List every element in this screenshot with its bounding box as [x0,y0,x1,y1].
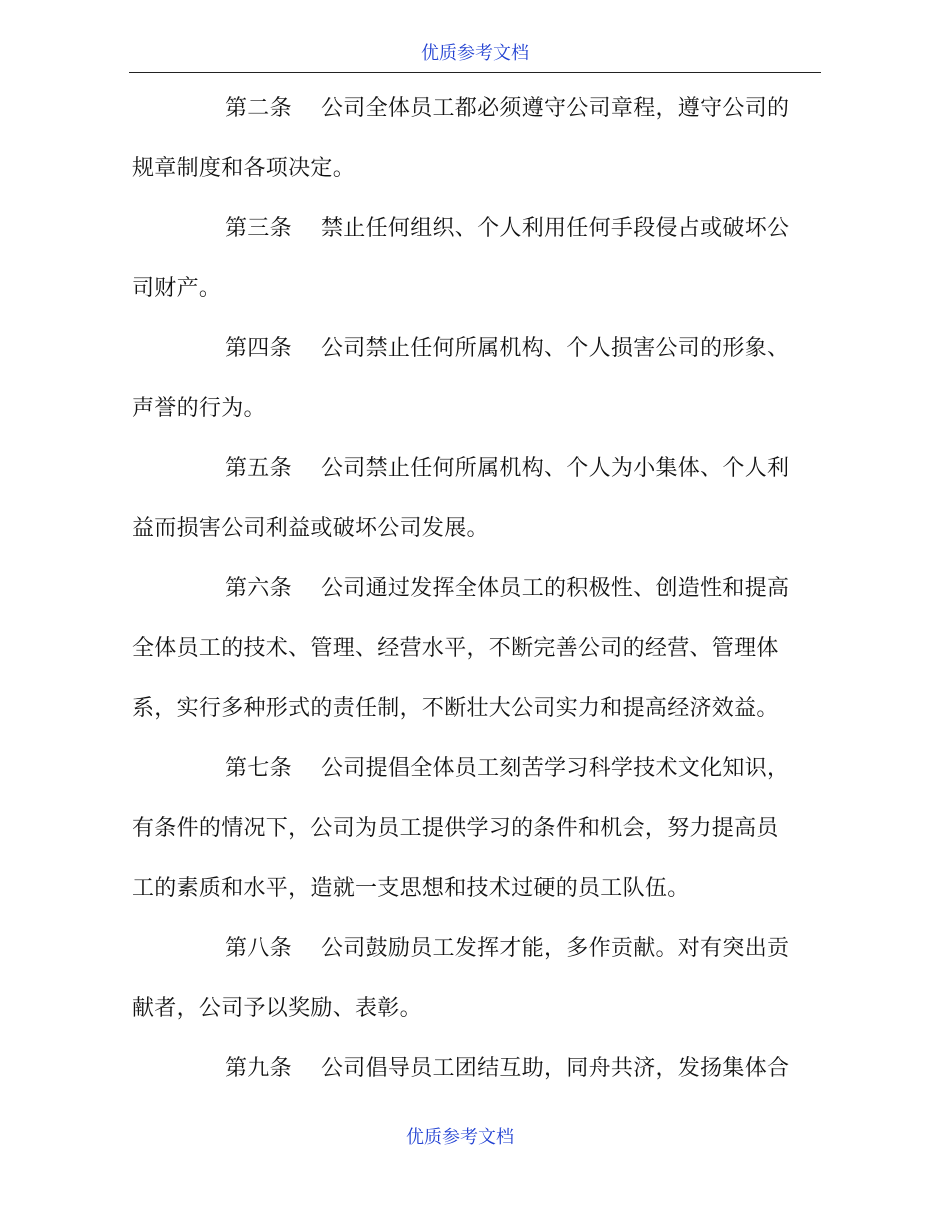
line-text: 系，实行多种形式的责任制，不断壮大公司实力和提高经济效益。 [132,696,779,721]
line-text: 益而损害公司利益或破坏公司发展。 [132,516,489,541]
line-text: 禁止任何组织、个人利用任何手段侵占或破坏公 [321,216,790,241]
paragraph-line [132,199,822,259]
line-text: 公司提倡全体员工刻苦学习科学技术文化知识， [321,756,790,781]
paragraph-line [132,79,822,139]
line-text: 有条件的情况下，公司为员工提供学习的条件和机会，努力提高员 [132,816,779,841]
article-number: 第三条 [225,216,292,241]
article-number: 第八条 [225,936,292,961]
line-text: 公司鼓励员工发挥才能，多作贡献。对有突出贡 [321,936,790,961]
paragraph-line [132,259,822,319]
paragraph-line [132,1039,822,1099]
paragraph-line [132,979,822,1039]
paragraph-line [132,859,822,919]
paragraph-line [132,619,822,679]
line-text: 司财产。 [132,276,222,301]
article-number: 第六条 [225,576,292,601]
paragraph-line [132,739,822,799]
page-footer: 优质参考文档 [406,1127,514,1148]
paragraph-line [132,379,822,439]
paragraph-line [132,919,822,979]
document-body [132,79,822,1099]
line-text: 工的素质和水平，造就一支思想和技术过硬的员工队伍。 [132,876,690,901]
paragraph-line [132,319,822,379]
paragraph-line [132,799,822,859]
line-text: 公司倡导员工团结互助，同舟共济，发扬集体合 [321,1056,790,1081]
line-text: 声誉的行为。 [132,396,266,421]
paragraph-line [132,139,822,199]
line-text: 全体员工的技术、管理、经营水平，不断完善公司的经营、管理体 [132,636,779,661]
paragraph-line [132,439,822,499]
line-text: 公司通过发挥全体员工的积极性、创造性和提高 [321,576,790,601]
line-text: 公司全体员工都必须遵守公司章程，遵守公司的 [321,96,790,121]
page-header: 优质参考文档 [421,43,529,64]
line-text: 公司禁止任何所属机构、个人损害公司的形象、 [321,336,790,361]
line-text: 规章制度和各项决定。 [132,156,356,181]
article-number: 第五条 [225,456,292,481]
line-text: 献者，公司予以奖励、表彰。 [132,996,422,1021]
article-number: 第九条 [225,1056,292,1081]
paragraph-line [132,679,822,739]
article-number: 第二条 [225,96,292,121]
line-text: 公司禁止任何所属机构、个人为小集体、个人利 [321,456,790,481]
header-divider [129,72,821,73]
article-number: 第四条 [225,336,292,361]
article-number: 第七条 [225,756,292,781]
paragraph-line [132,499,822,559]
paragraph-line [132,559,822,619]
